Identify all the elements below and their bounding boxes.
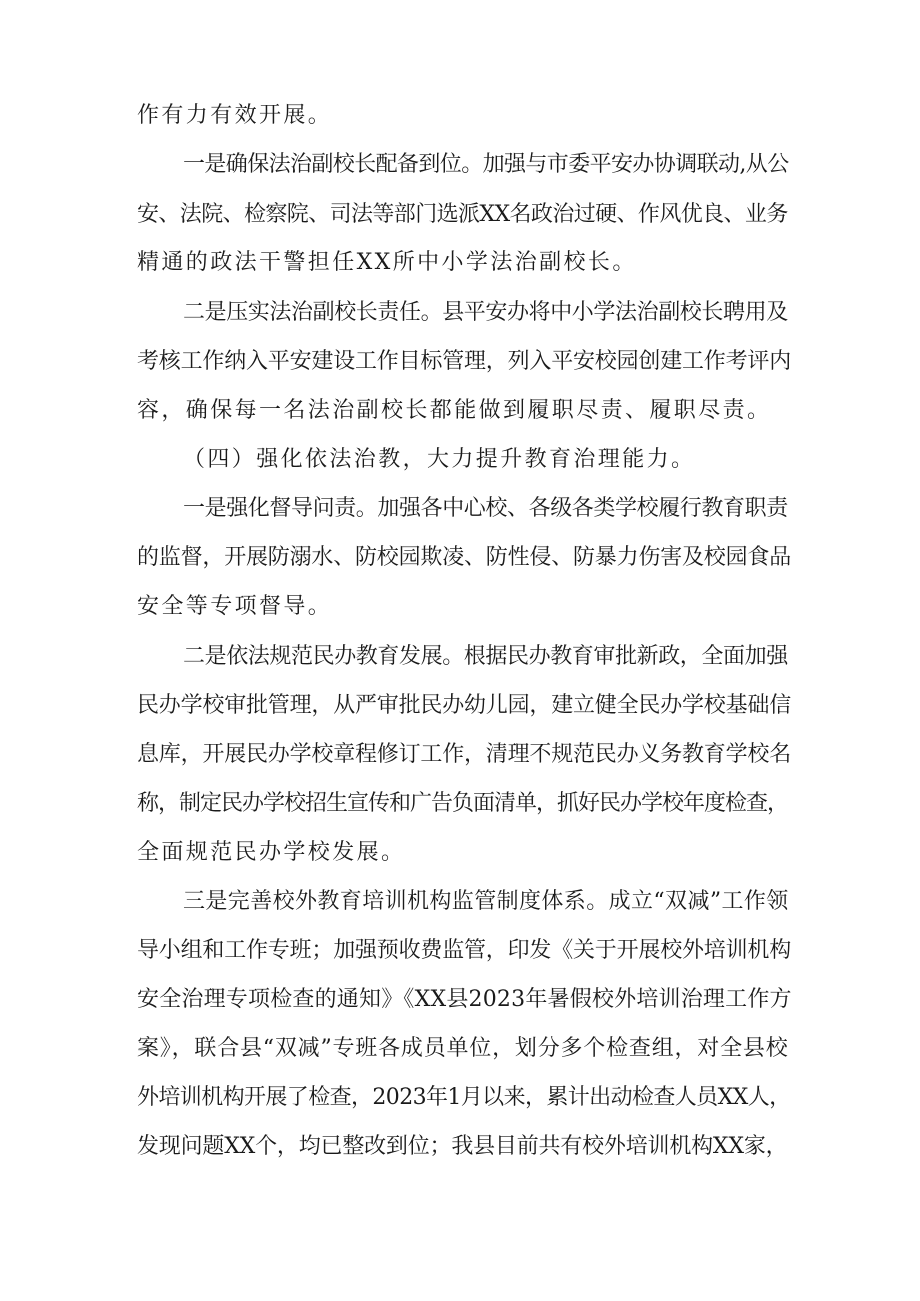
text-line: 息库，开展民办学校章程修订工作，清理不规范民办义务教育学校名	[137, 742, 792, 767]
text-line: 导小组和工作专班；加强预收费监管，印发《关于开展校外培训机构	[137, 938, 792, 963]
text-line: 一是强化督导问责。加强各中心校、各级各类学校履行教育职责	[183, 496, 788, 521]
text-line: 容，确保每一名法治副校长都能做到履职尽责、履职尽责。	[137, 398, 772, 423]
text-line: 发现问题XX个，均已整改到位；我县目前共有校外培训机构XX家，	[137, 1134, 788, 1159]
text-line: 安、法院、检察院、司法等部门选派XX名政治过硬、作风优良、业务	[137, 202, 788, 227]
text-line: 精通的政法干警担任XX所中小学法治副校长。	[137, 250, 637, 275]
text-line: 的监督，开展防溺水、防校园欺凌、防性侵、防暴力伤害及校园食品	[137, 545, 792, 570]
text-line: 二是压实法治副校长责任。县平安办将中小学法治副校长聘用及	[183, 300, 788, 325]
text-line: 案》，联合县“双减”专班各成员单位，划分多个检查组，对全县校	[137, 1036, 789, 1061]
text-line: 民办学校审批管理，从严审批民办幼儿园，建立健全民办学校基础信	[137, 693, 792, 718]
text-line: 安全等专项督导。	[137, 594, 333, 619]
text-line: 安全治理专项检查的通知》《XX县2023年暑假校外培训治理工作方	[137, 987, 792, 1012]
text-line: 全面规范民办学校发展。	[137, 840, 406, 865]
text-line: 外培训机构开展了检查，2023年1月以来，累计出动检查人员XX人，	[137, 1085, 791, 1110]
text-line: 一是确保法治副校长配备到位。加强与市委平安办协调联动,从公	[183, 152, 789, 177]
text-line: 称，制定民办学校招生宣传和广告负面清单，抓好民办学校年度检查，	[137, 791, 789, 816]
text-line: 考核工作纳入平安建设工作目标管理，列入平安校园创建工作考评内	[137, 349, 792, 374]
text-line: 二是依法规范民办教育发展。根据民办教育审批新政，全面加强	[183, 644, 788, 669]
text-line: 三是完善校外教育培训机构监管制度体系。成立“双减”工作领	[183, 889, 789, 914]
text-line: 作有力有效开展。	[137, 103, 333, 128]
section-heading: （四）强化依法治教，大力提升教育治理能力。	[183, 447, 696, 472]
